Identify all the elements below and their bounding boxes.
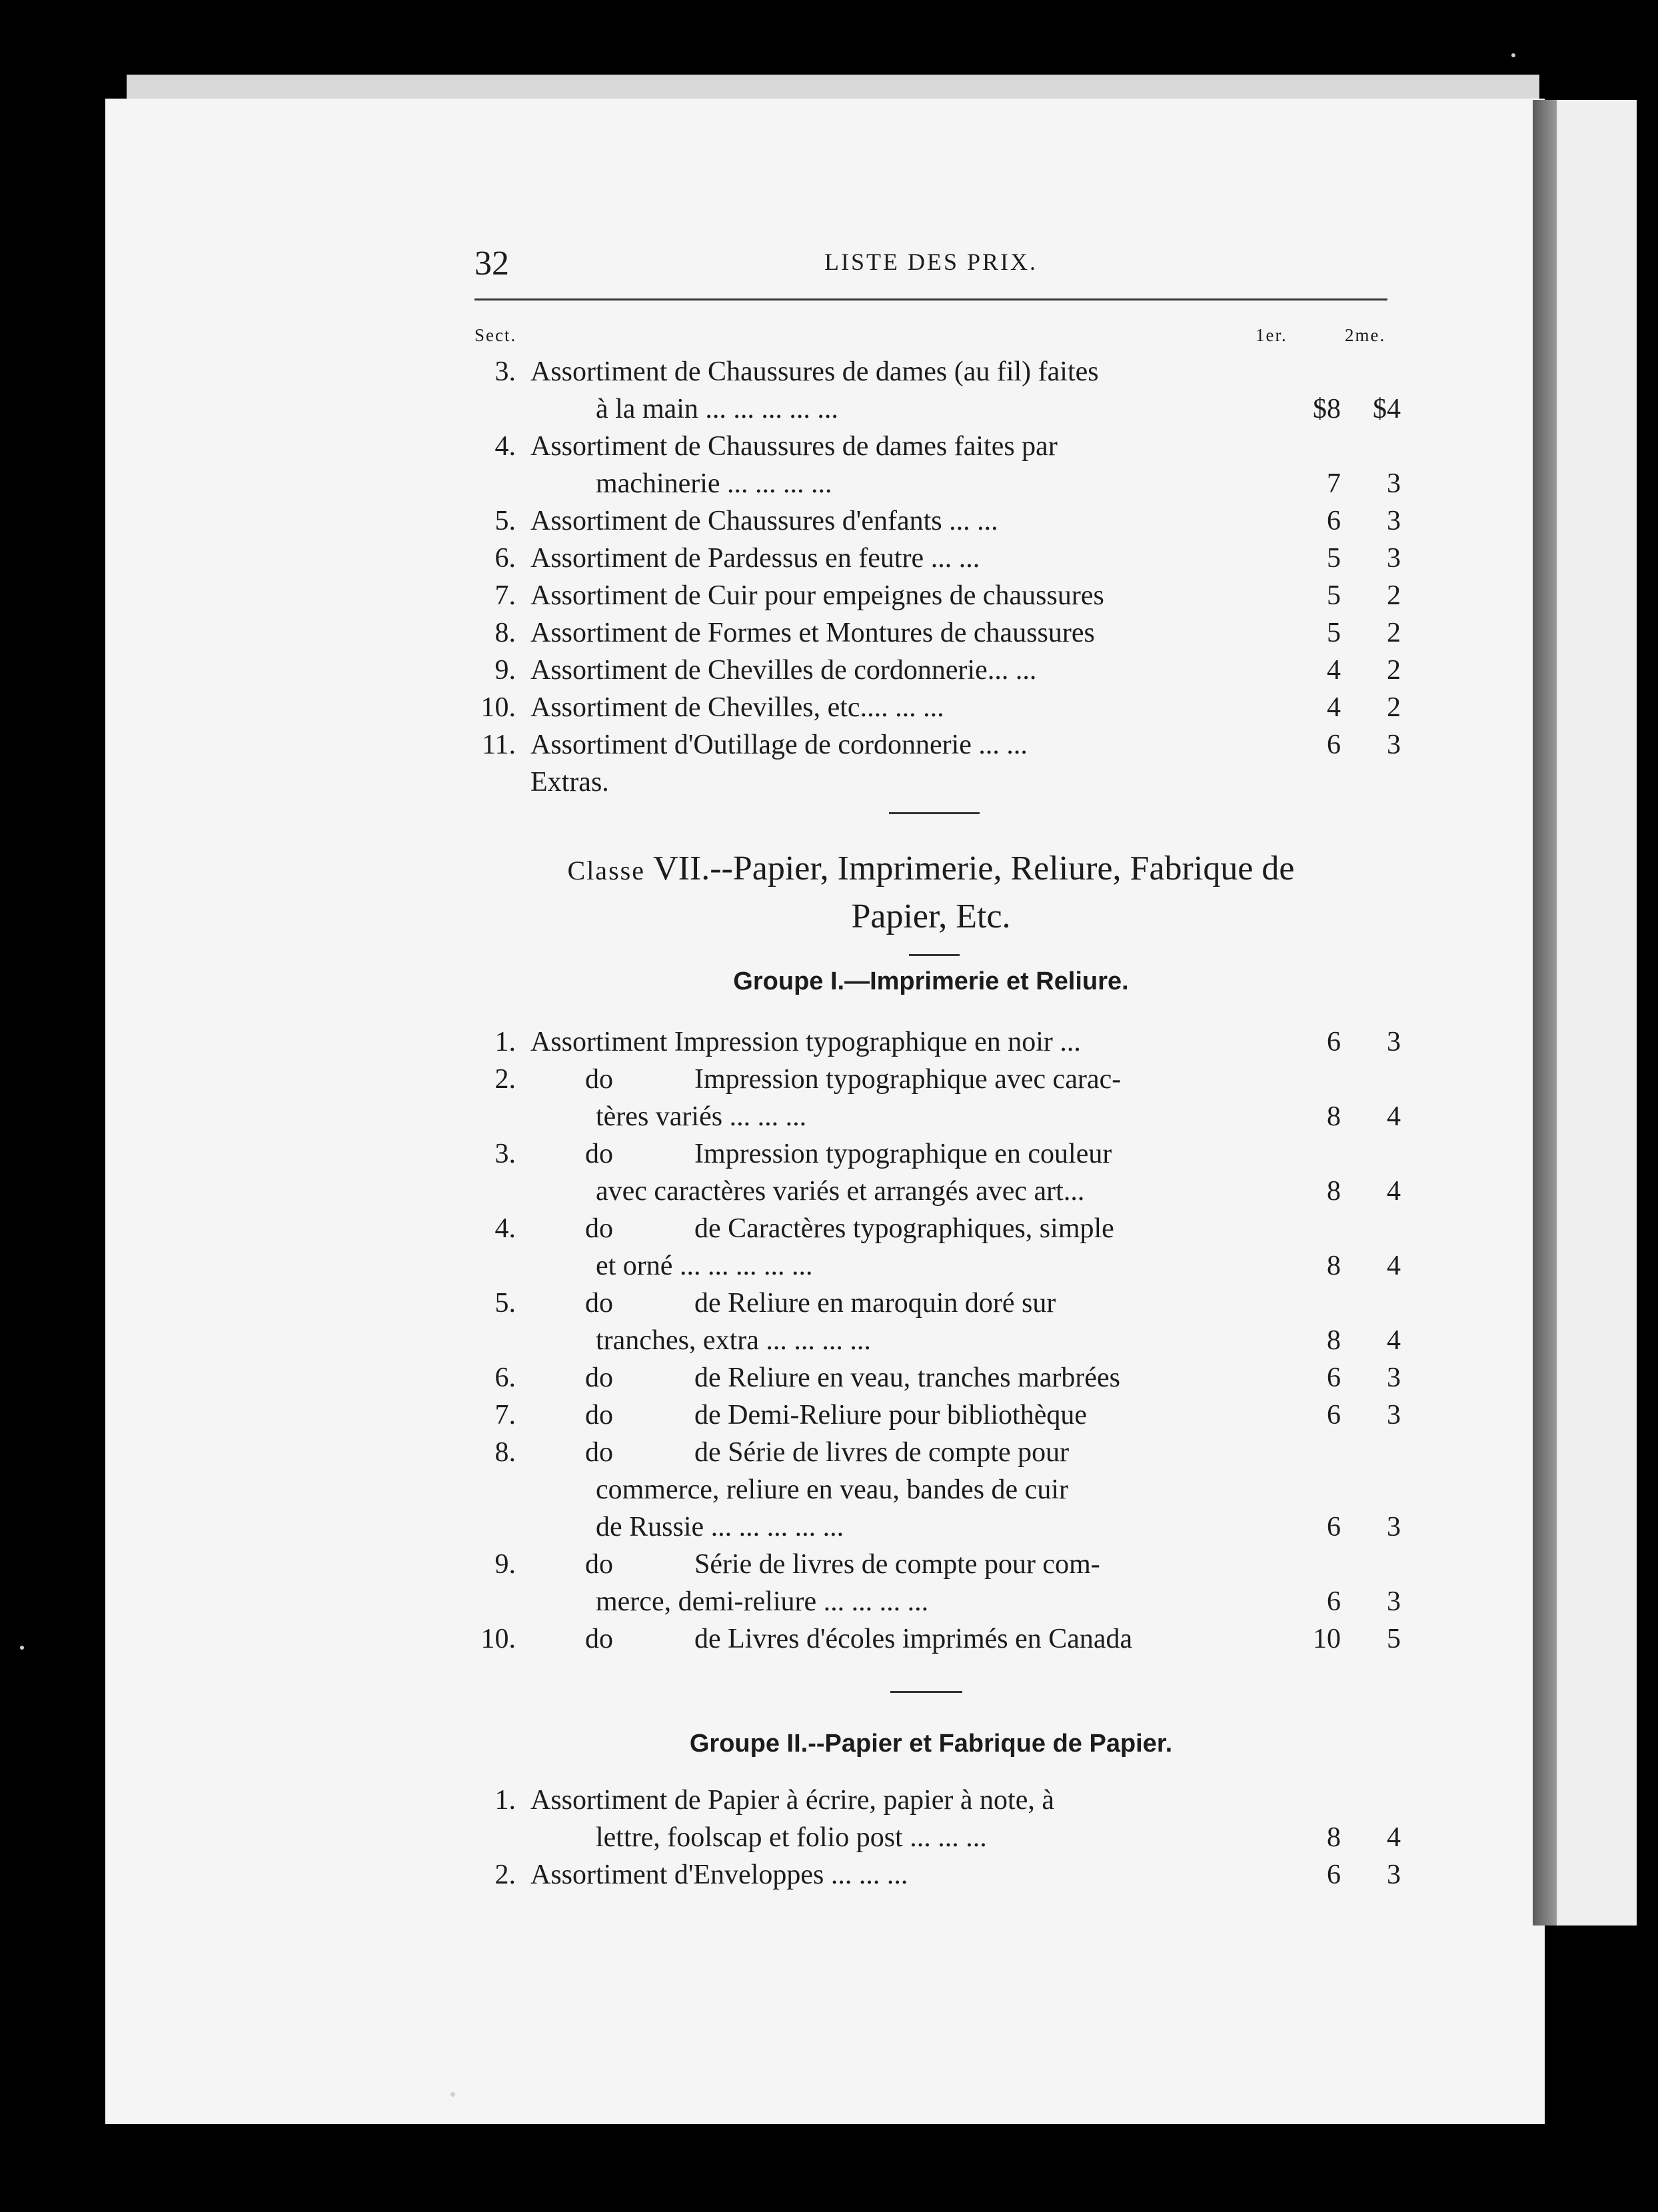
class-heading (474, 845, 1387, 895)
item-text: tranches, extra ... ... ... ... (596, 1325, 871, 1356)
page-number: 32 (474, 245, 509, 282)
list-item (474, 1061, 1387, 1098)
list-item (474, 1396, 1401, 1434)
item-text: de Russie ... ... ... ... ... (596, 1512, 844, 1542)
item-text: Assortiment de Chevilles de cordonnerie... ... (530, 655, 1037, 686)
item-text: Impression typographique avec carac- (694, 1064, 1122, 1095)
scan-speck (450, 2092, 455, 2097)
first-prize: 4 (1327, 692, 1341, 723)
first-prize: 7 (1327, 468, 1341, 499)
item-text: lettre, foolscap et folio post ... ... ... (596, 1822, 987, 1853)
item-text: Assortiment Impression typographique en noir ... (530, 1027, 1081, 1057)
first-prize: 5 (1327, 543, 1341, 574)
ditto-mark: do (585, 1549, 613, 1580)
page-header (474, 244, 1387, 284)
header-rule (474, 298, 1387, 300)
first-prize: 5 (1327, 618, 1341, 648)
item-text: Assortiment de Pardessus en feutre ... ... (530, 543, 980, 574)
item-text: Assortiment de Chaussures de dames (au fil) faites (530, 356, 1099, 387)
first-prize-heading: 1er. (1255, 325, 1287, 345)
list-item (474, 1620, 1401, 1658)
section-divider (889, 812, 980, 814)
list-item-continuation (474, 1471, 1387, 1508)
running-title: LISTE DES PRIX. (824, 249, 1038, 275)
first-prize: 8 (1327, 1325, 1341, 1356)
item-text: de Demi-Reliure pour bibliothèque (694, 1400, 1088, 1430)
first-prize: 6 (1327, 1027, 1341, 1057)
first-prize: 6 (1327, 1860, 1341, 1890)
second-prize: 4 (1387, 1822, 1401, 1853)
second-prize: 3 (1387, 506, 1401, 536)
second-prize: 2 (1387, 692, 1401, 723)
second-prize: 3 (1387, 1860, 1401, 1890)
first-prize: 8 (1327, 1101, 1341, 1132)
list-item-continuation (474, 1583, 1401, 1620)
item-number: 5. (494, 1288, 516, 1319)
item-number: 9. (494, 655, 516, 686)
item-text: machinerie ... ... ... ... (596, 468, 832, 499)
second-prize-heading: 2me. (1345, 325, 1386, 345)
list-item (474, 689, 1401, 726)
item-number: 2. (494, 1064, 516, 1095)
ditto-mark: do (585, 1213, 613, 1244)
section-divider (890, 1691, 962, 1693)
sect-label: Sect. (474, 325, 517, 345)
first-prize: 8 (1327, 1176, 1341, 1207)
first-prize: 6 (1327, 1586, 1341, 1617)
class-prefix: Classe (567, 855, 645, 885)
item-text: Assortiment de Chevilles, etc.... ... ... (530, 692, 944, 723)
list-item (474, 1782, 1387, 1819)
list-item (474, 502, 1401, 540)
class-heading-line2: Papier, Etc. (851, 897, 1011, 935)
second-prize: 3 (1387, 1027, 1401, 1057)
group-heading: Groupe II.--Papier et Fabrique de Papier. (689, 1730, 1173, 1758)
list-item-continuation (474, 1098, 1401, 1135)
item-text: Assortiment de Chaussures de dames faites par (530, 431, 1058, 462)
item-text: Assortiment d'Outillage de cordonnerie ... ... (530, 730, 1028, 760)
item-text: Assortiment de Cuir pour empeignes de chaussures (530, 580, 1104, 611)
ditto-mark: do (585, 1064, 613, 1095)
ditto-mark: do (585, 1437, 613, 1468)
class-heading-line1: VII.--Papier, Imprimerie, Reliure, Fabrique de (653, 849, 1295, 887)
item-number: 10. (480, 692, 516, 723)
list-item (474, 614, 1401, 652)
item-text: à la main ... ... ... ... ... (596, 394, 838, 424)
second-prize: 3 (1387, 1512, 1401, 1542)
ditto-mark: do (585, 1288, 613, 1319)
ditto-mark: do (585, 1363, 613, 1393)
second-prize: 4 (1387, 1251, 1401, 1281)
list-item-continuation (474, 465, 1401, 502)
item-text: Assortiment de Chaussures d'enfants ... ... (530, 506, 998, 536)
item-number: 7. (494, 1400, 516, 1430)
second-prize: 3 (1387, 468, 1401, 499)
item-text: de Reliure en veau, tranches marbrées (694, 1363, 1121, 1393)
item-number: 11. (482, 730, 516, 760)
list-item-continuation (474, 1508, 1401, 1546)
first-prize: 8 (1327, 1251, 1341, 1281)
list-item (474, 726, 1401, 764)
item-number: 4. (494, 1213, 516, 1244)
scan-speck (1511, 53, 1515, 57)
first-prize: 6 (1327, 1512, 1341, 1542)
second-prize: 3 (1387, 543, 1401, 574)
first-prize: 6 (1327, 1363, 1341, 1393)
item-number: 3. (494, 1139, 516, 1169)
item-number: 6. (494, 1363, 516, 1393)
item-number: 8. (494, 1437, 516, 1468)
item-text: et orné ... ... ... ... ... (596, 1251, 813, 1281)
item-number: 1. (494, 1027, 516, 1057)
second-prize: 3 (1387, 1400, 1401, 1430)
item-number: 10. (480, 1624, 516, 1654)
item-number: 3. (494, 356, 516, 387)
list-item (474, 577, 1401, 614)
first-prize: 6 (1327, 1400, 1341, 1430)
first-prize: $8 (1313, 394, 1341, 424)
item-text: de Série de livres de compte pour (694, 1437, 1070, 1468)
group-heading: Groupe I.—Imprimerie et Reliure. (733, 967, 1129, 995)
list-item (474, 540, 1401, 577)
item-text: tères variés ... ... ... (596, 1101, 807, 1132)
item-text: de Reliure en maroquin doré sur (694, 1288, 1056, 1319)
item-number: 4. (494, 431, 516, 462)
item-text: commerce, reliure en veau, bandes de cuir (596, 1474, 1068, 1505)
list-item-continuation (474, 1819, 1401, 1856)
first-prize: 10 (1313, 1624, 1341, 1654)
first-prize: 5 (1327, 580, 1341, 611)
second-prize: $4 (1373, 394, 1401, 424)
list-item (474, 1434, 1387, 1471)
list-item (474, 1285, 1387, 1322)
second-prize: 3 (1387, 1363, 1401, 1393)
first-prize: 4 (1327, 655, 1341, 686)
second-prize: 2 (1387, 618, 1401, 648)
item-text: Assortiment d'Enveloppes ... ... ... (530, 1860, 908, 1890)
list-item (474, 1023, 1401, 1061)
list-item-continuation (474, 1173, 1401, 1210)
item-text: de Caractères typographiques, simple (694, 1213, 1114, 1244)
list-item-continuation (474, 1247, 1401, 1285)
class-divider (909, 954, 960, 956)
item-number: 9. (494, 1549, 516, 1580)
list-item (474, 353, 1387, 390)
item-text: Impression typographique en couleur (694, 1139, 1112, 1169)
second-prize: 2 (1387, 580, 1401, 611)
item-text: de Livres d'écoles imprimés en Canada (694, 1624, 1133, 1654)
extras-label: Extras. (530, 767, 609, 798)
item-number: 6. (494, 543, 516, 574)
item-text: Série de livres de compte pour com- (694, 1549, 1100, 1580)
first-prize: 6 (1327, 730, 1341, 760)
item-number: 5. (494, 506, 516, 536)
list-item (474, 1135, 1387, 1173)
extras-line (474, 764, 1387, 801)
second-prize: 5 (1387, 1624, 1401, 1654)
list-item (474, 428, 1387, 465)
ditto-mark: do (585, 1139, 613, 1169)
item-text: Assortiment de Formes et Montures de chaussures (530, 618, 1095, 648)
list-item (474, 1210, 1387, 1247)
item-number: 2. (494, 1860, 516, 1890)
second-prize: 3 (1387, 730, 1401, 760)
ditto-mark: do (585, 1400, 613, 1430)
first-prize: 6 (1327, 506, 1341, 536)
item-text: merce, demi-reliure ... ... ... ... (596, 1586, 929, 1617)
second-prize: 4 (1387, 1176, 1401, 1207)
list-item-continuation (474, 390, 1401, 428)
item-number: 8. (494, 618, 516, 648)
scan-speck (20, 1646, 24, 1650)
list-item (474, 1546, 1387, 1583)
second-prize: 4 (1387, 1101, 1401, 1132)
list-item (474, 652, 1401, 689)
list-item (474, 1359, 1401, 1396)
item-number: 7. (494, 580, 516, 611)
second-prize: 2 (1387, 655, 1401, 686)
first-prize: 8 (1327, 1822, 1341, 1853)
ditto-mark: do (585, 1624, 613, 1654)
item-text: avec caractères variés et arrangés avec art... (596, 1176, 1085, 1207)
item-text: Assortiment de Papier à écrire, papier à note, à (530, 1785, 1055, 1816)
second-prize: 4 (1387, 1325, 1401, 1356)
list-item-continuation (474, 1322, 1401, 1359)
list-item (474, 1856, 1401, 1894)
item-number: 1. (494, 1785, 516, 1816)
second-prize: 3 (1387, 1586, 1401, 1617)
